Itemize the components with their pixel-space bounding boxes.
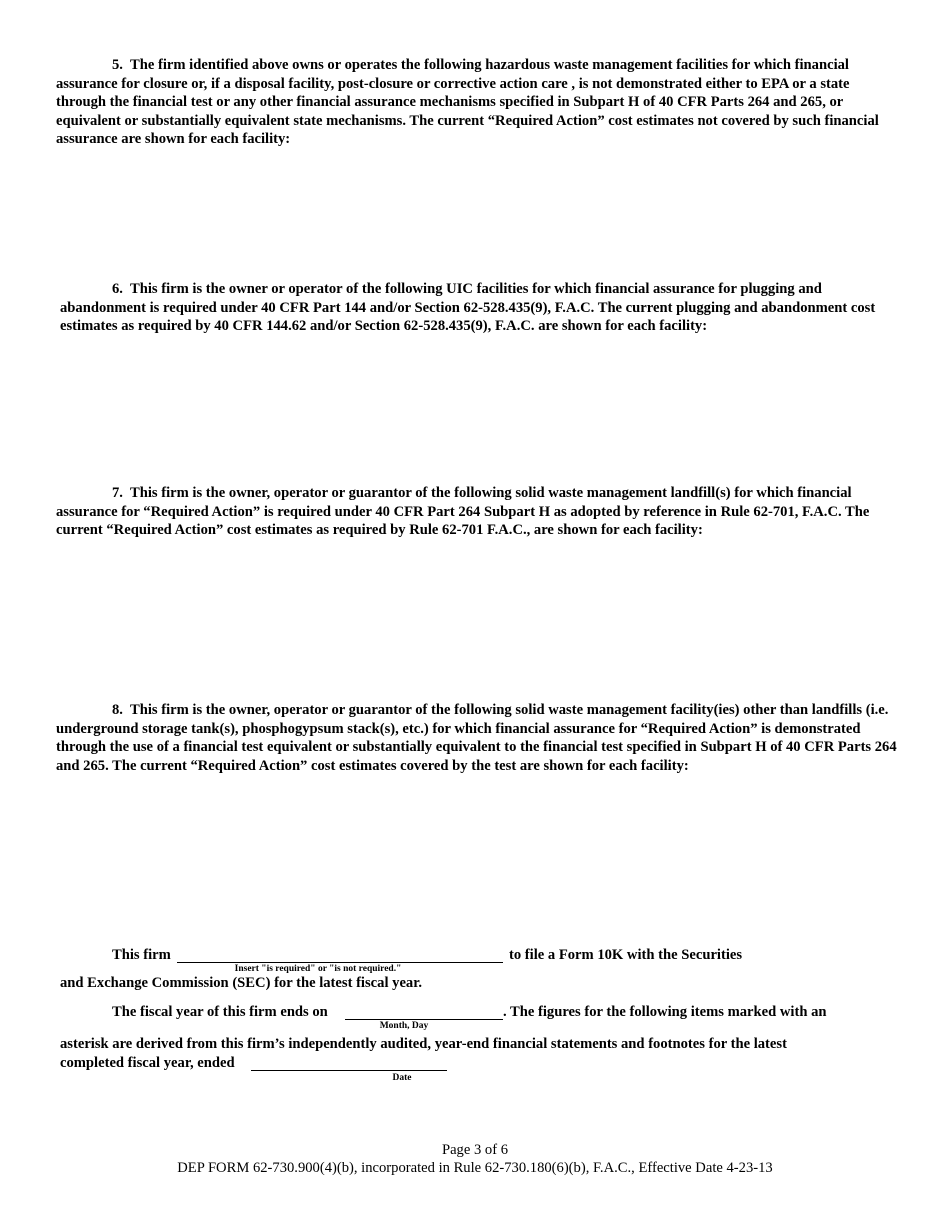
- item-5-paragraph: [56, 56, 898, 149]
- fiscal-year-line-3: completed fiscal year, ended: [60, 1055, 235, 1071]
- item-8-text: This firm is the owner, operator or guarantor of the following solid waste management facility(ies) other than landfills (i.e. underground storage tank(s), phosphogypsum stack(s), etc.) for which financial assurance for “Required Action” is demonstrated through the use of a financial test equivalent or substantially equivalent to the financial test specified in Subpart H of 40 CFR Parts 264 and 265. The current “Required Action” cost estimates covered by the test are shown for each facility:: [56, 702, 897, 774]
- fiscal-year-ended-date-field[interactable]: [251, 1070, 447, 1071]
- sec-filing-continuation: and Exchange Commission (SEC) for the latest fiscal year.: [60, 975, 422, 991]
- item-6-text: This firm is the owner or operator of the following UIC facilities for which financial assurance for plugging and abandonment is required under 40 CFR Part 144 and/or Section 62-528.435(9), F.A.C. The current plugging and abandonment cost estimates as required by 40 CFR 144.62 and/or Section 62-528.435(9), F.A.C. are shown for each facility:: [60, 281, 876, 335]
- fiscal-year-suffix: . The figures for the following items marked with an: [503, 1004, 827, 1020]
- sec-requirement-field[interactable]: [177, 962, 503, 963]
- item-5-number: 5.: [112, 57, 123, 73]
- item-8-paragraph: [56, 701, 898, 775]
- item-8-number: 8.: [112, 702, 123, 718]
- item-6-number: 6.: [112, 281, 123, 297]
- fiscal-year-prefix: The fiscal year of this firm ends on: [112, 1004, 328, 1020]
- item-6-paragraph: [60, 280, 890, 336]
- fiscal-year-end-field[interactable]: [345, 1019, 503, 1020]
- fiscal-year-line-2: asterisk are derived from this firm’s independently audited, year-end financial statements and footnotes for the latest: [60, 1036, 787, 1052]
- date-hint: Date: [392, 1073, 412, 1083]
- sec-requirement-hint: Insert "is required" or "is not required.": [234, 964, 402, 974]
- form-reference: DEP FORM 62-730.900(4)(b), incorporated in Rule 62-730.180(6)(b), F.A.C., Effective Date 4-23-13: [177, 1160, 773, 1176]
- item-5-text: The firm identified above owns or operates the following hazardous waste management facilities for which financial assurance for closure or, if a disposal facility, post-closure or corrective action care , is not demonstrated either to EPA or a state through the financial test or any other financial assurance mechanisms specified in Subpart H of 40 CFR Parts 264 and 265, or equivalent or substantially equivalent state mechanisms. The current “Required Action” cost estimates not covered by such financial assurance are shown for each facility:: [56, 57, 879, 148]
- item-7-paragraph: [56, 484, 898, 540]
- month-day-hint: Month, Day: [379, 1021, 429, 1031]
- item-7-text: This firm is the owner, operator or guarantor of the following solid waste management landfill(s) for which financial assurance for “Required Action” is required under 40 CFR Part 264 Subpart H as adopted by reference in Rule 62-701, F.A.C. The current “Required Action” cost estimates as required by Rule 62-701 F.A.C., are shown for each facility:: [56, 485, 870, 539]
- item-7-number: 7.: [112, 485, 123, 501]
- page-number: Page 3 of 6: [441, 1142, 509, 1158]
- sec-filing-prefix: This firm: [112, 947, 171, 963]
- sec-filing-suffix: to file a Form 10K with the Securities: [509, 947, 743, 963]
